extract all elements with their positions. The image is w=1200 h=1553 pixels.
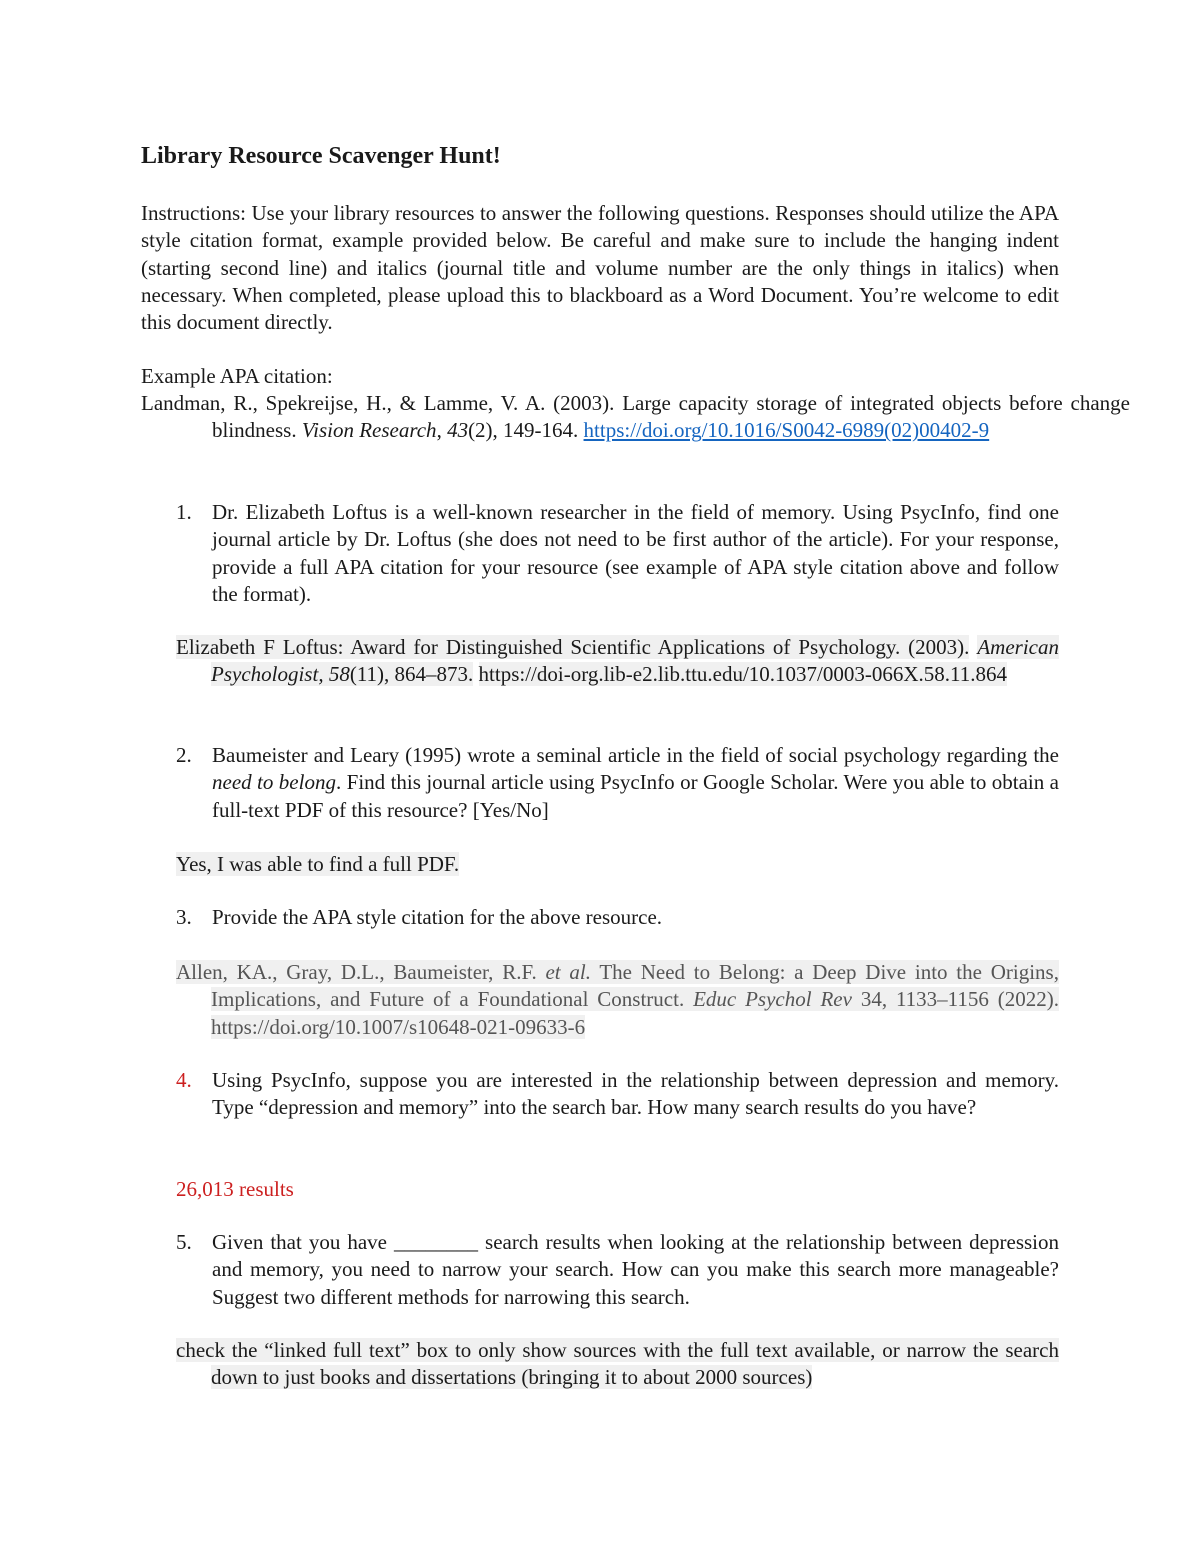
question-2-text-pre: Baumeister and Leary (1995) wrote a seminal article in the field of social psychology regarding the (212, 743, 1059, 767)
question-2-number: 2. (176, 743, 192, 767)
answer-3-authors: Allen, KA., Gray, D.L., Baumeister, R.F. (176, 960, 546, 984)
example-doi-link[interactable]: https://doi.org/10.1016/S0042-6989(02)00402-9 (583, 418, 990, 443)
example-citation-volume: 43 (447, 418, 469, 443)
answer-4[interactable]: 26,013 results (176, 1177, 294, 1201)
answer-1-doi: https://doi-org.lib-e2.lib.ttu.edu/10.1037/0003-066X.58.11.864 (478, 662, 1008, 687)
answer-3[interactable] (176, 959, 1059, 1041)
answer-2-text: Yes, I was able to find a full PDF. (176, 852, 460, 876)
answer-3-rest: 34, 1133–1156 (2022). https://doi.org/10.1007/s10648-021-09633-6 (211, 987, 1059, 1039)
answer-1-volume: 58 (328, 662, 350, 687)
question-5-number: 5. (176, 1230, 192, 1254)
question-4-text: Using PsycInfo, suppose you are interested in the relationship between depression and memory. Type “depression and memory” into the search bar. How many search results do you have? (212, 1068, 1059, 1120)
question-1-number: 1. (176, 500, 192, 524)
answer-1-journal: American Psychologist, (211, 635, 1060, 687)
answer-2[interactable] (176, 851, 1059, 878)
answer-1-issue: (11), 864–873. (349, 662, 474, 687)
question-5 (176, 1229, 1059, 1311)
example-label: Example APA citation: (141, 364, 333, 388)
question-3-text: Provide the APA style citation for the above resource. (212, 905, 663, 929)
example-citation-issue: (2), 149-164. (468, 418, 579, 443)
question-2-text-italic: need to belong (212, 770, 336, 795)
question-4-number: 4. (176, 1068, 192, 1092)
instructions-paragraph: Instructions: Use your library resources to answer the following questions. Responses should utilize the APA style citation format, example provided below. Be careful and make sure to include the hanging indent (starting second line) and italics (journal title and volume number are the only things in italics) when necessary. When completed, please upload this to blackboard as a Word Document. You’re welcome to edit this document directly. (141, 201, 1059, 335)
question-4 (176, 1067, 1059, 1122)
answer-3-title: The Need to Belong: a Deep Dive into the Origins, Implications, and Future of a Foundational Construct. (211, 960, 1059, 1012)
answer-3-etal: et al. (545, 960, 591, 984)
answer-5-text: check the “linked full text” box to only show sources with the full text available, or narrow the search down to just books and dissertations (bringing it to about 2000 sources) (176, 1338, 1059, 1390)
question-5-text: Given that you have ________ search results when looking at the relationship between depression and memory, you need to narrow your search. How can you make this search more manageable? Suggest two different methods for narrowing this search. (212, 1230, 1059, 1309)
question-1-text: Dr. Elizabeth Loftus is a well-known researcher in the field of memory. Using PsycInfo, find one journal article by Dr. Loftus (she does not need to be first author of the article). For your response, provide a full APA citation for your resource (see example of APA style citation above and follow the format). (212, 500, 1059, 606)
question-3 (176, 904, 1059, 931)
question-2-text (212, 742, 1059, 824)
question-2-text-post: . Find this journal article using PsycInfo or Google Scholar. Were you able to obtain a full-text PDF of this resource? [Yes/No] (212, 770, 1059, 822)
answer-3-journal: Educ Psychol Rev (693, 987, 852, 1012)
question-1 (176, 499, 1059, 608)
question-2 (176, 742, 1059, 824)
document-title: Library Resource Scavenger Hunt! (141, 143, 501, 169)
answer-1-pre: Elizabeth F Loftus: Award for Distinguished Scientific Applications of Psychology. (2003). (176, 635, 970, 659)
example-citation-authors: Landman, R., Spekreijse, H., & Lamme, V. A. (2003). Large capacity storage of integrated objects before change blindness. (141, 391, 1130, 443)
example-citation: Landman, R., Spekreijse, H., & Lamme, V. A. (2003). Large capacity storage of integrated objects before change blindness. Vision Research, 43(2), 149-164. https://doi.org/10.1016/S0042-6989(02)00402-9 (141, 391, 1130, 443)
answer-5[interactable] (176, 1337, 1059, 1392)
answer-1[interactable] (176, 634, 1059, 689)
question-3-number: 3. (176, 905, 192, 929)
example-citation-journal: Vision Research (301, 418, 437, 443)
